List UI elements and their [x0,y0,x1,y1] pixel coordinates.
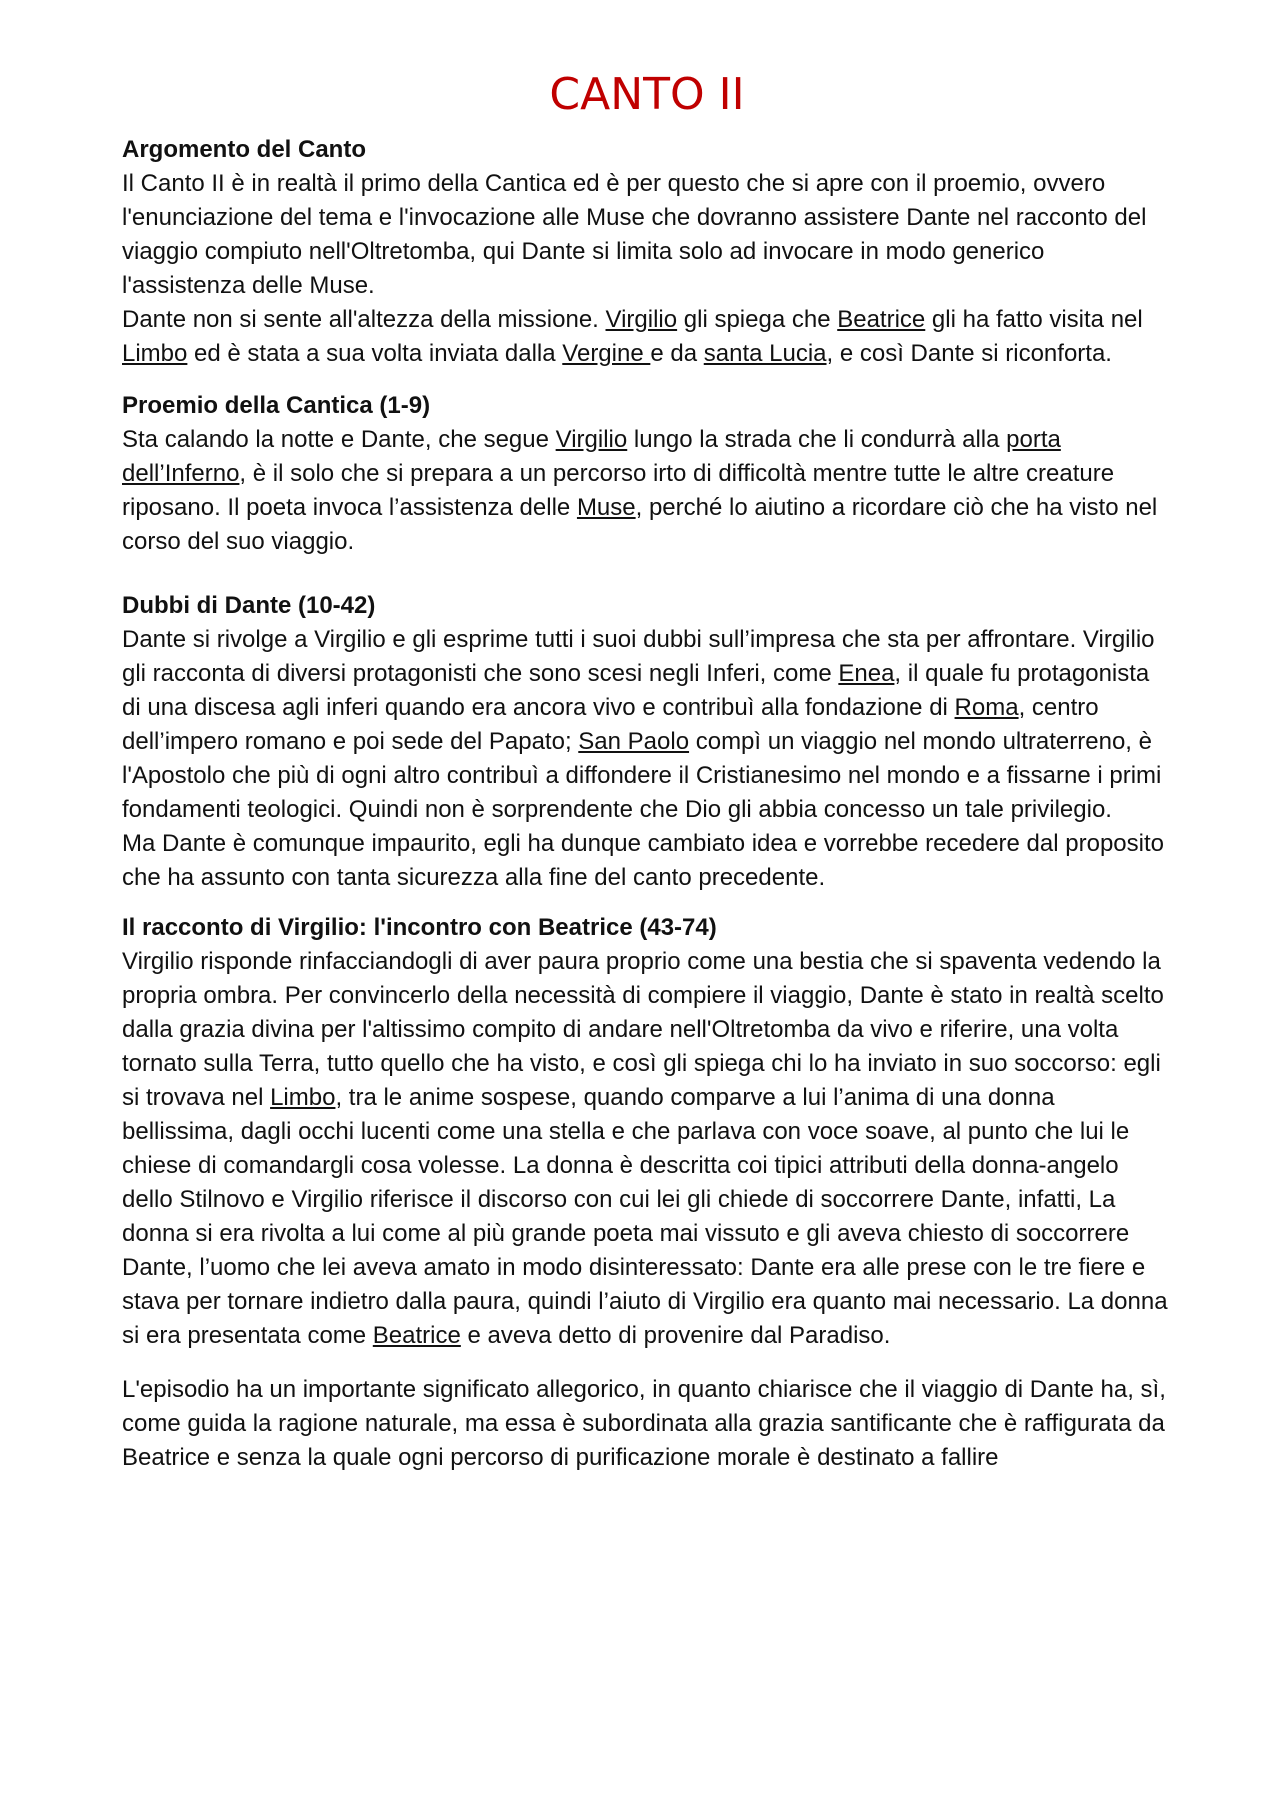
text-run: e da [650,339,704,367]
section-heading: Argomento del Canto [122,135,366,163]
text-run: e aveva detto di provenire dal Paradiso. [460,1321,891,1349]
link-virgilio[interactable]: Virgilio [605,305,678,333]
paragraph [122,423,1172,559]
text-run: Dante si rivolge a Virgilio e gli esprime tutti i suoi dubbi sull’impresa che sta per affrontare. Virgilio gli racconta di diversi protagonisti che sono scesi negli Inferi, come [122,625,1155,687]
page-title: CANTO II [549,69,745,120]
link-vergine[interactable]: Vergine [562,339,651,367]
document-page [122,70,1172,1475]
link-beatrice[interactable]: Beatrice [837,305,926,333]
link-limbo[interactable]: Limbo [122,339,188,367]
text-run: Sta calando la notte e Dante, che segue [122,425,556,453]
text-run: compì un viaggio nel mondo ultraterreno, è l'Apostolo che più di ogni altro contribuì a diffondere il Cristianesimo nel mondo e a fissarne i primi fondamenti teologici. Quindi non è sorprendente che Dio gli abbia concesso un tale privilegio. [122,727,1162,823]
paragraph [122,623,1172,827]
text-run: , tra le anime sospese, quando comparve a lui l’anima di una donna bellissima, dagli occhi lucenti come una stella e che parlava con voce soave, al punto che lui le chiese di comandargli cosa volesse. La donna è descritta coi tipici attributi della donna-angelo dello Stilnovo e Virgilio riferisce il discorso con cui lei gli chiede di soccorrere Dante, infatti, La donna si era rivolta a lui come al più grande poeta mai vissuto e gli aveva chiesto di soccorrere Dante, l’uomo che lei aveva amato in modo disinteressato: Dante era alle prese con le tre fiere e stava per tornare indietro dalla paura, quindi l’aiuto di Virgilio era quanto mai necessario. La donna si era presentata come [122,1083,1168,1349]
text-run: , è il solo che si prepara a un percorso irto di difficoltà mentre tutte le altre creature riposano. Il poeta invoca l’assistenza delle [122,459,1115,521]
section-racconto [122,911,1172,1353]
text-run: , perché lo aiutino a ricordare ciò che ha visto nel corso del suo viaggio. [122,493,1158,555]
text-run: , centro dell’impero romano e poi sede del Papato; [122,693,1099,755]
text-run: , e così Dante si riconforta. [826,339,1112,367]
link-enea[interactable]: Enea [838,659,895,687]
section-heading: Proemio della Cantica (1-9) [122,391,431,419]
section-dubbi [122,589,1172,895]
text-run: ed è stata a sua volta inviata dalla [187,339,563,367]
text-run: Dante non si sente all'altezza della missione. [122,305,606,333]
link-virgilio[interactable]: Virgilio [555,425,628,453]
text-run: lungo la strada che li condurrà alla [627,425,1007,453]
text-run: gli spiega che [677,305,838,333]
link-san-paolo[interactable]: San Paolo [578,727,690,755]
section-heading: Il racconto di Virgilio: l'incontro con Beatrice (43-74) [122,913,717,941]
text-run: Virgilio risponde rinfacciandogli di aver paura proprio come una bestia che si spaventa vedendo la propria ombra. Per convincerlo della necessità di compiere il viaggio, Dante è stato in realtà scelto dalla grazia divina per l'altissimo compito di andare nell'Oltretomba da vivo e riferire, una volta tornato sulla Terra, tutto quello che ha visto, e così gli spiega chi lo ha inviato in suo soccorso: egli si trovava nel [122,947,1164,1111]
link-santa-lucia[interactable]: santa Lucia [703,339,827,367]
paragraph [122,303,1172,371]
link-limbo[interactable]: Limbo [270,1083,336,1111]
section-heading: Dubbi di Dante (10-42) [122,591,376,619]
paragraph: L'episodio ha un importante significato allegorico, in quanto chiarisce che il viaggio di Dante ha, sì, come guida la ragione naturale, ma essa è subordinata alla grazia santificante che è raffigurata da Beatrice e senza la quale ogni percorso di purificazione morale è destinato a fallire [122,1375,1166,1471]
section-proemio [122,389,1172,559]
paragraph: Il Canto II è in realtà il primo della Cantica ed è per questo che si apre con il proemio, ovvero l'enunciazione del tema e l'invocazione alle Muse che dovranno assistere Dante nel racconto del viaggio compiuto nell'Oltretomba, qui Dante si limita solo ad invocare in modo generico l'assistenza delle Muse. [122,169,1147,299]
text-run: gli ha fatto visita nel [925,305,1143,333]
text-run: , il quale fu protagonista di una discesa agli inferi quando era ancora vivo e contribuì alla fondazione di [122,659,1150,721]
section-argomento [122,133,1172,371]
link-porta-inferno[interactable]: porta dell’Inferno [122,425,1061,487]
paragraph [122,945,1172,1353]
link-beatrice[interactable]: Beatrice [372,1321,461,1349]
paragraph: Ma Dante è comunque impaurito, egli ha dunque cambiato idea e vorrebbe recedere dal proposito che ha assunto con tanta sicurezza alla fine del canto precedente. [122,829,1164,891]
link-muse[interactable]: Muse [576,493,636,521]
link-roma[interactable]: Roma [954,693,1019,721]
section-episodio [122,1373,1172,1475]
